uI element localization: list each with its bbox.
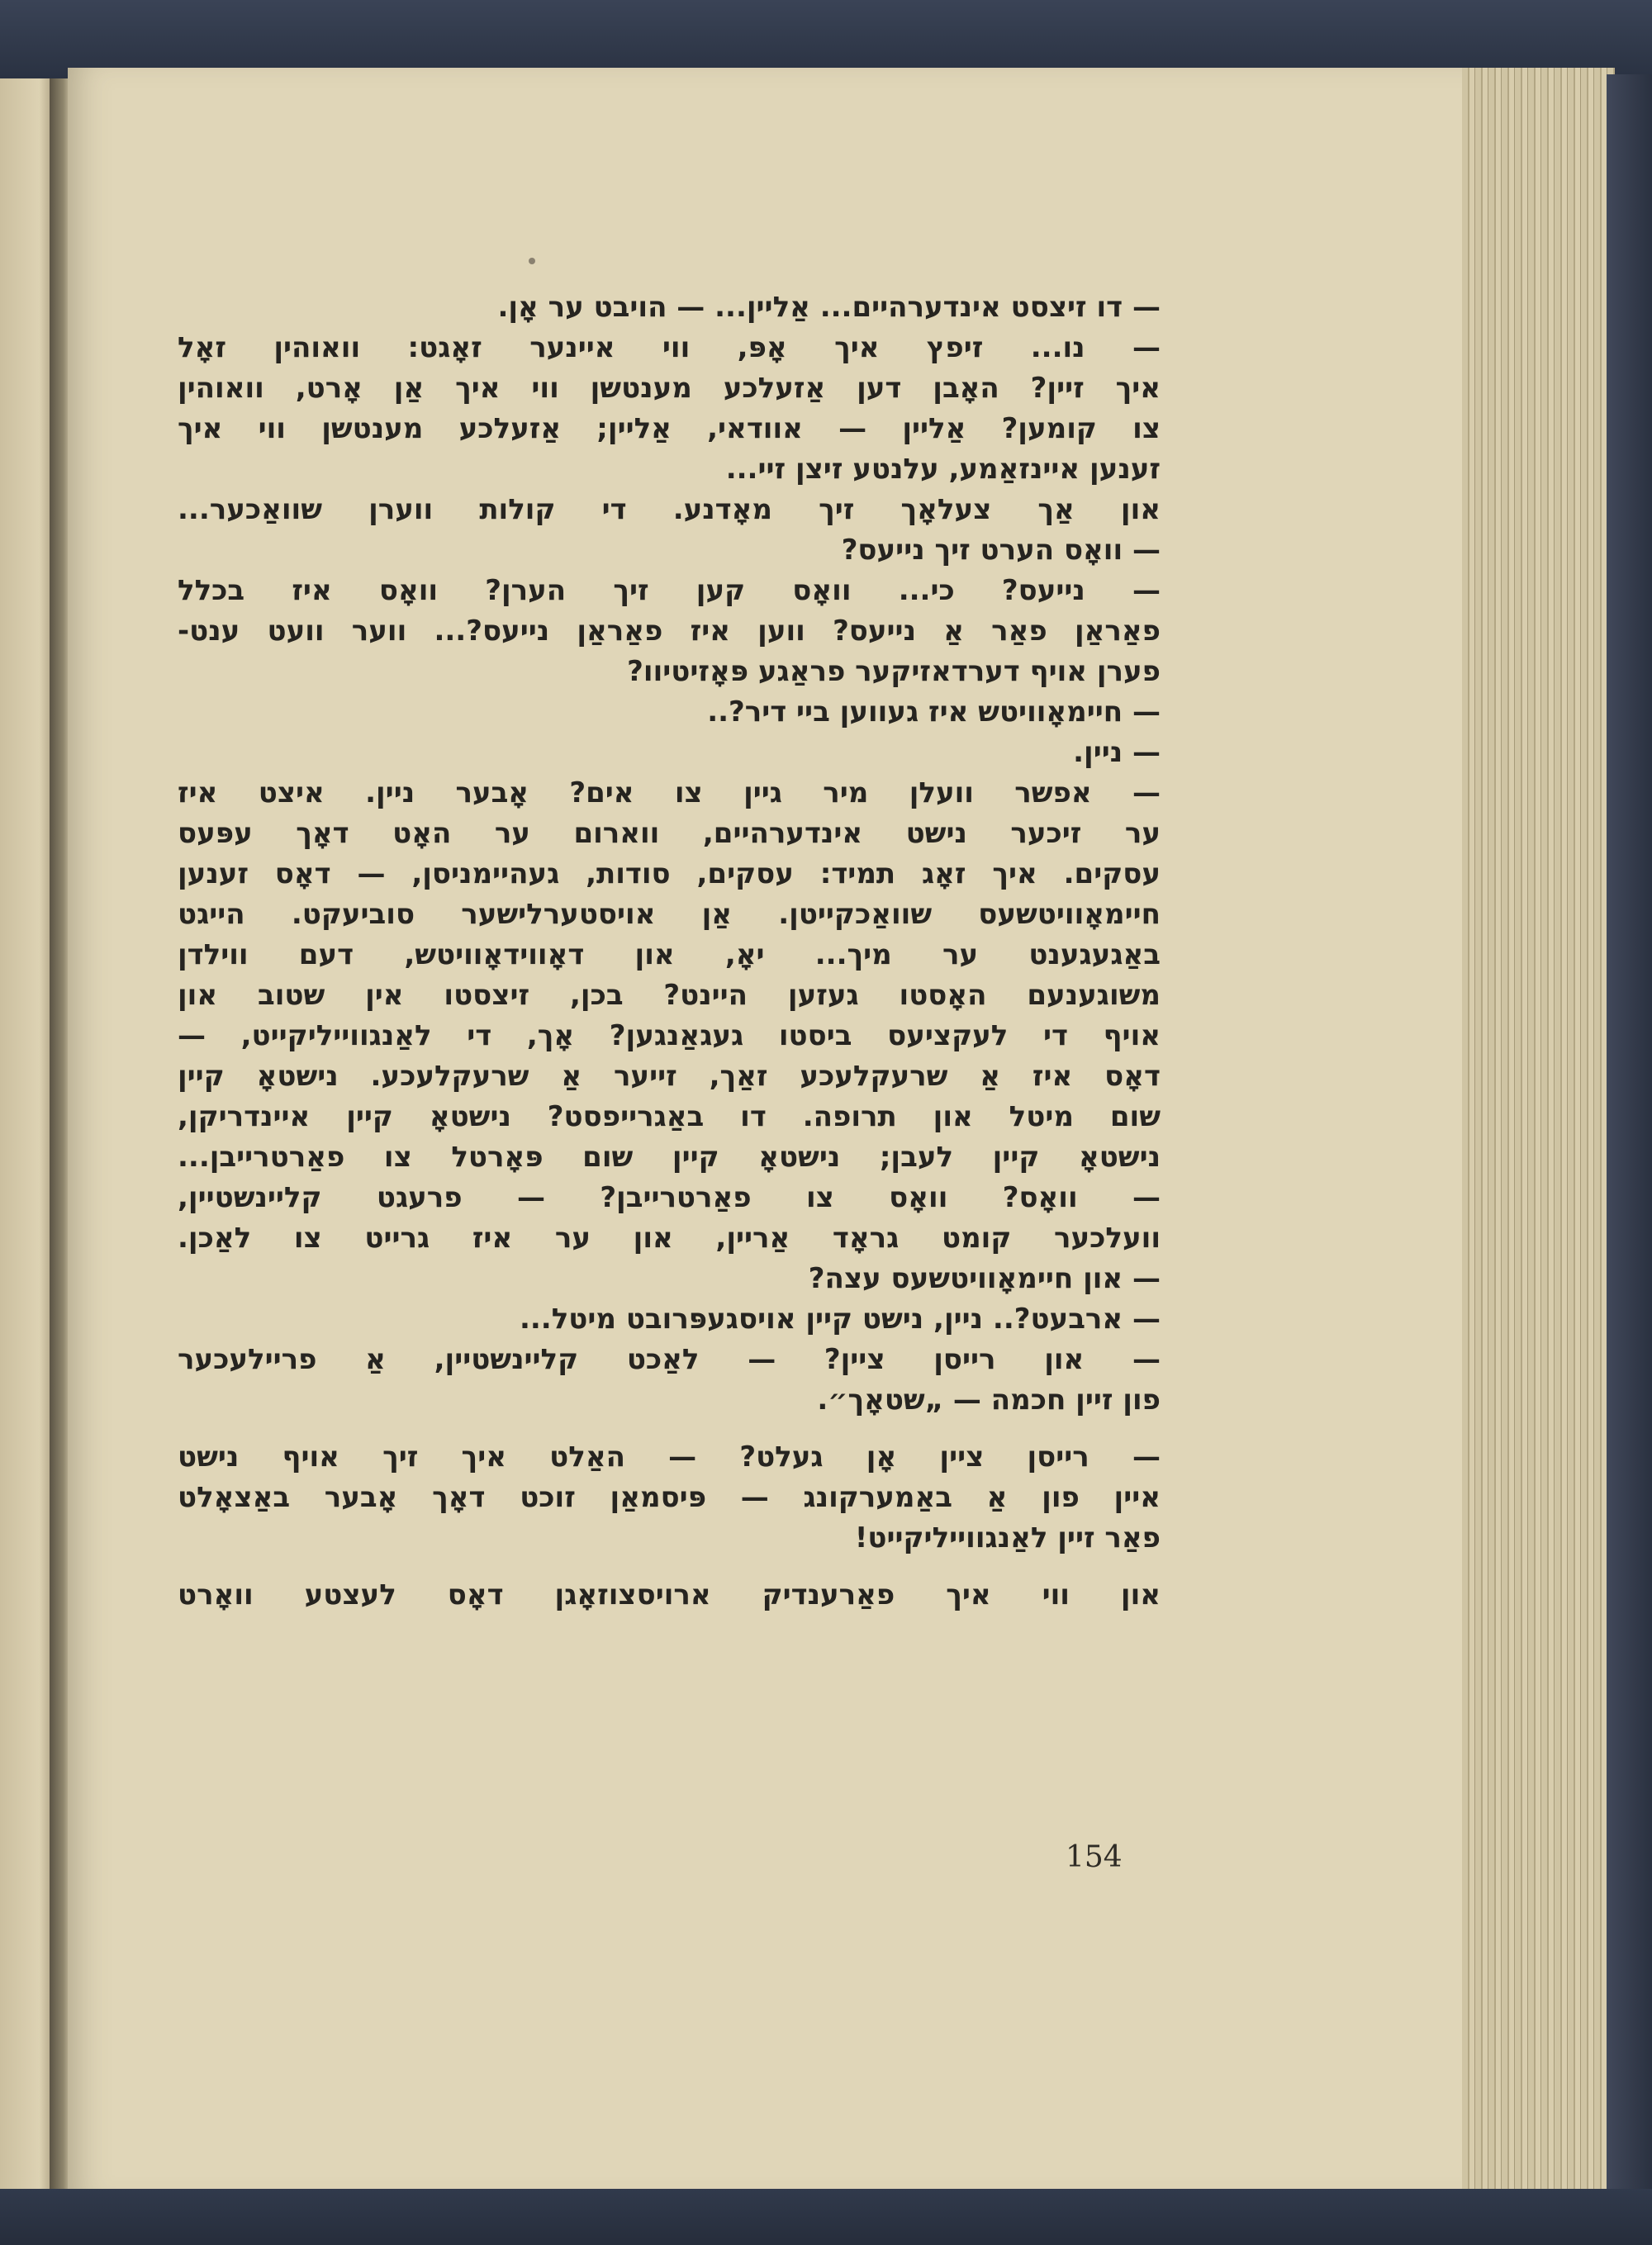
text-line: באַגעגענט ער מיך... יאָ, און דאָווידאָוויטש, דעם ווילדן: [178, 938, 1161, 971]
text-line: — נו... זיפץ איך אָפּ, ווי איינער זאָגט: וואוהין זאָל: [178, 331, 1161, 364]
text-line: — אפשר וועלן מיר גיין צו אים? אָבער ניין. איצט איז: [178, 776, 1161, 809]
text-line: — און רייסן ציין? — לאַכט קליינשטיין, אַ פריילעכער: [178, 1343, 1161, 1376]
text-line: ער זיכער נישט אינדערהיים, ווארום ער האָט דאָך עפּעס: [178, 817, 1161, 850]
text-line: זענען איינזאַמע, עלנטע זיצן זיי...: [725, 453, 1161, 486]
text-line: וועלכער קומט גראָד אַריין, און ער איז גרייט צו לאַכן.: [178, 1222, 1161, 1255]
text-line: — וואָס? וואָס צו פאַרטרייבן? — פרעגט קליינשטיין,: [178, 1181, 1161, 1214]
text-line: איך זיין? האָבן דען אַזעלכע מענטשן ווי איך אַן אָרט, וואוהין: [178, 372, 1161, 405]
text-line: פערן אויף דערדאזיקער פראַגע פּאָזיטיוו?: [627, 655, 1161, 688]
text-line: — חיימאָוויטש איז געווען ביי דיר?..: [707, 695, 1161, 729]
text-line: — ארבעט?.. ניין, נישט קיין אויסגעפּרובט מיטל...: [519, 1303, 1161, 1336]
text-line: שום מיטל און תרופה. דו באַגרייפסט? נישטאָ קיין איינדריקן,: [178, 1100, 1161, 1133]
text-line: חיימאָוויטשעס שוואַכקייטן. אַן אויסטערלישער סוביעקט. הייגט: [178, 898, 1161, 931]
text-line: אויף די לעקציעס ביסטו געגאַנגען? אָך, די לאַנגווייליקייט, —: [178, 1019, 1161, 1052]
book-cover-top: [0, 0, 1652, 78]
text-line: נישטאָ קיין לעבן; נישטאָ קיין שום פּאָרטל צו פאַרטרייבן...: [178, 1141, 1161, 1174]
text-line: דאָס איז אַ שרעקלעכע זאַך, זייער אַ שרעקלעכע. נישטאָ קיין: [178, 1060, 1161, 1093]
page-text: [178, 287, 1161, 1616]
text-line: פאַראַן פאַר אַ נייעס? ווען איז פאַראַן נייעס?... ווער וועט ענט-: [178, 615, 1161, 648]
text-line: — דו זיצסט אינדערהיים... אַליין... — הויבט ער אָן.: [497, 291, 1161, 324]
page-number: 154: [1066, 1840, 1123, 1874]
previous-page-edge: [0, 78, 56, 2189]
text-line: איין פון אַ באַמערקונג — פּיסמאַן זוכט דאָך אָבער באַצאָלט: [178, 1481, 1161, 1514]
text-line: פאַר זיין לאַנגווייליקייט!: [854, 1521, 1161, 1554]
book-cover-bottom: [0, 2189, 1652, 2245]
text-line: — און חיימאָוויטשעס עצה?: [808, 1262, 1161, 1295]
ink-dot: [529, 258, 535, 264]
text-line: צו קומען? אַליין — אוודאי, אַליין; אַזעלכע מענטשן ווי איך: [178, 412, 1161, 445]
text-line: — ניין.: [1073, 736, 1161, 769]
text-line: — רייסן ציין אָן געלט? — האַלט איך זיך אויף נישט: [178, 1441, 1161, 1474]
text-line: — וואָס הערט זיך נייעס?: [841, 534, 1161, 567]
text-line: און ווי איך פאַרענדיק ארויסצוזאָגן דאָס לעצטע וואָרט: [178, 1578, 1161, 1611]
page-edges: [1462, 68, 1615, 2197]
text-line: און אַך צעלאָך זיך מאָדנע. די קולות ווערן שוואַכער...: [178, 493, 1161, 526]
text-line: משוגענעם האָסטו געזען היינט? בכן, זיצסטו אין שטוב און: [178, 979, 1161, 1012]
book-cover-edge: [1607, 74, 1652, 2189]
text-line: פון זיין חכמה — „שטאָך״.: [817, 1384, 1161, 1417]
text-line: עסקים. איך זאָג תמיד: עסקים, סודות, געהיימניסן, — דאָס זענען: [178, 857, 1161, 890]
text-line: — נייעס? כי... וואָס קען זיך הערן? וואָס איז בכלל: [178, 574, 1161, 607]
